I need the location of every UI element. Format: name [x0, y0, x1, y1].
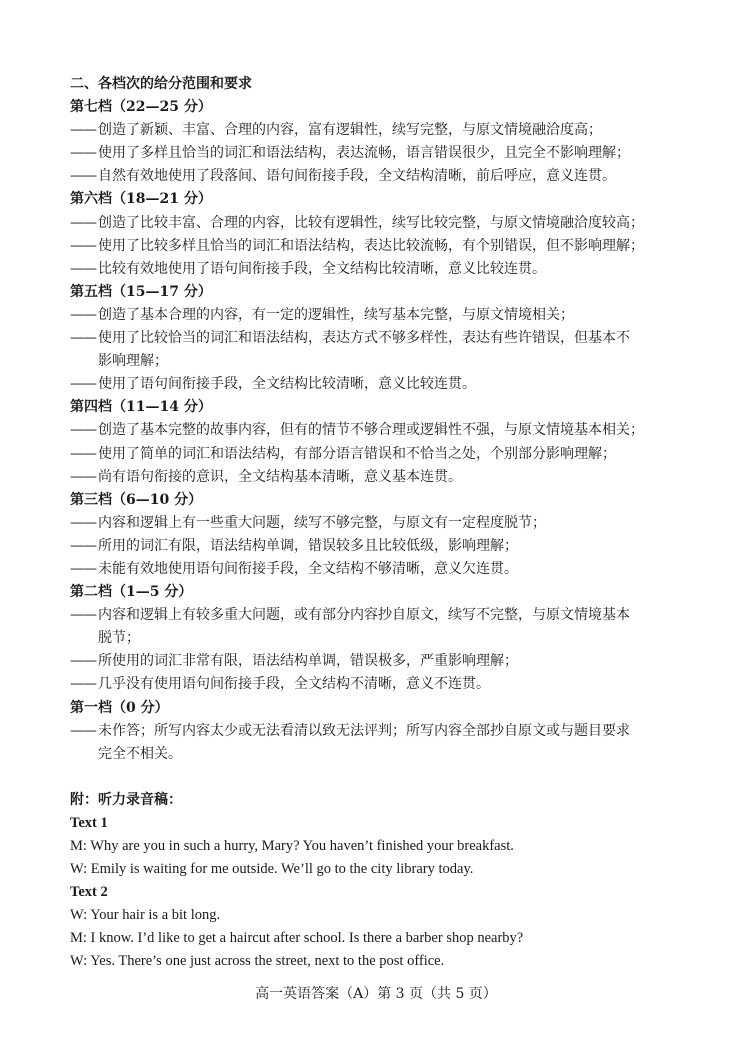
criterion-line: 创造了基本合理的内容，有一定的逻辑性，续写基本完整，与原文情境相关；	[98, 306, 574, 323]
criterion-item	[70, 258, 694, 281]
criterion-line: 使用了比较多样且恰当的词汇和语法结构，表达比较流畅，有个别错误，但不影响理解；	[98, 237, 644, 254]
score-level	[70, 396, 694, 488]
appendix-title: 附：听力录音稿：	[70, 791, 182, 808]
criterion-text	[98, 235, 694, 258]
criterion-item	[70, 604, 694, 650]
score-level	[70, 697, 694, 766]
criterion-line: 使用了简单的词汇和语法结构，有部分语言错误和不恰当之处，个别部分影响理解；	[98, 445, 616, 462]
section-title: 二、各档次的给分范围和要求	[70, 76, 252, 92]
score-level	[70, 188, 694, 280]
dash-marker: ——	[70, 237, 96, 254]
criterion-text	[98, 258, 694, 281]
criterion-text	[98, 304, 694, 327]
criterion-text	[98, 512, 694, 535]
dash-marker: ——	[70, 422, 96, 439]
criterion-continuation: 完全不相关。	[98, 745, 182, 762]
criterion-text	[98, 604, 694, 650]
criterion-item	[70, 165, 694, 188]
dialogue-line: M: I know. I’d like to get a haircut after school. Is there a barber shop nearby?	[70, 930, 524, 947]
criterion-text	[98, 673, 694, 696]
criterion-line: 未能有效地使用语句间衔接手段，全文结构不够清晰，意义欠连贯。	[98, 560, 518, 577]
transcript	[70, 881, 694, 973]
level-heading: 第四档（11—14 分）	[70, 399, 212, 416]
score-level	[70, 96, 694, 188]
criterion-text	[98, 165, 694, 188]
answer-key-content	[70, 73, 694, 974]
criterion-line: 使用了多样且恰当的词汇和语法结构，表达流畅，语言错误很少，且完全不影响理解；	[98, 145, 630, 162]
dialogue-line: W: Yes. There’s one just across the street, next to the post office.	[70, 953, 445, 970]
criterion-item	[70, 212, 694, 235]
dash-marker: ——	[70, 560, 96, 577]
criterion-line: 未作答；所写内容太少或无法看清以致无法评判；所写内容全部抄自原文或与题目要求	[98, 722, 630, 739]
dialogue-line: W: Your hair is a bit long.	[70, 907, 221, 924]
dash-marker: ——	[70, 468, 96, 485]
criterion-item	[70, 304, 694, 327]
dash-marker: ——	[70, 676, 96, 693]
criterion-text	[98, 327, 694, 373]
criterion-line: 内容和逻辑上有较多重大问题，或有部分内容抄自原文，续写不完整，与原文情境基本	[98, 607, 630, 624]
criterion-line: 所用的词汇有限，语法结构单调，错误较多且比较低级，影响理解；	[98, 537, 518, 554]
criterion-text	[98, 142, 694, 165]
dash-marker: ——	[70, 260, 96, 277]
transcript-title: Text 2	[70, 884, 108, 901]
criterion-item	[70, 535, 694, 558]
criterion-line: 使用了比较恰当的词汇和语法结构，表达方式不够多样性，表达有些许错误，但基本不	[98, 330, 630, 347]
dash-marker: ——	[70, 330, 96, 347]
dash-marker: ——	[70, 376, 96, 393]
dash-marker: ——	[70, 514, 96, 531]
criterion-text	[98, 558, 694, 581]
page-footer: 高一英语答案（A）第 3 页（共 5 页）	[255, 986, 497, 1002]
level-heading: 第六档（18—21 分）	[70, 191, 212, 208]
criterion-item	[70, 235, 694, 258]
criterion-item	[70, 327, 694, 373]
scoring-levels	[70, 96, 694, 766]
dialogue-line: W: Emily is waiting for me outside. We’ll go to the city library today.	[70, 861, 474, 878]
criterion-item	[70, 558, 694, 581]
level-heading: 第三档（6—10 分）	[70, 491, 203, 508]
criterion-item	[70, 720, 694, 766]
criterion-text	[98, 650, 694, 673]
criterion-item	[70, 373, 694, 396]
criterion-line: 所使用的词汇非常有限，语法结构单调，错误极多，严重影响理解；	[98, 653, 518, 670]
criterion-item	[70, 443, 694, 466]
criterion-item	[70, 466, 694, 489]
criterion-item	[70, 119, 694, 142]
criterion-line: 尚有语句衔接的意识，全文结构基本清晰，意义基本连贯。	[98, 468, 462, 485]
criterion-text	[98, 443, 694, 466]
criterion-text	[98, 212, 694, 235]
criterion-text	[98, 419, 694, 442]
criterion-line: 创造了新颖、丰富、合理的内容，富有逻辑性，续写完整，与原文情境融洽度高；	[98, 122, 602, 139]
dash-marker: ——	[70, 214, 96, 231]
criterion-line: 比较有效地使用了语句间衔接手段，全文结构比较清晰，意义比较连贯。	[98, 260, 546, 277]
criterion-item	[70, 512, 694, 535]
dash-marker: ——	[70, 537, 96, 554]
dash-marker: ——	[70, 168, 96, 185]
criterion-text	[98, 119, 694, 142]
dash-marker: ——	[70, 722, 96, 739]
criterion-line: 内容和逻辑上有一些重大问题，续写不够完整，与原文有一定程度脱节；	[98, 514, 546, 531]
criterion-continuation: 脱节；	[98, 630, 140, 647]
score-level	[70, 581, 694, 696]
criterion-item	[70, 650, 694, 673]
score-level	[70, 281, 694, 396]
criterion-text	[98, 373, 694, 396]
dash-marker: ——	[70, 306, 96, 323]
criterion-text	[98, 535, 694, 558]
criterion-text	[98, 720, 694, 766]
level-heading: 第二档（1—5 分）	[70, 584, 193, 601]
spacer	[70, 766, 694, 789]
criterion-line: 自然有效地使用了段落间、语句间衔接手段，全文结构清晰，前后呼应，意义连贯。	[98, 168, 616, 185]
level-heading: 第七档（22—25 分）	[70, 99, 212, 116]
criterion-line: 几乎没有使用语句间衔接手段，全文结构不清晰，意义不连贯。	[98, 676, 490, 693]
dash-marker: ——	[70, 145, 96, 162]
criterion-item	[70, 419, 694, 442]
criterion-line: 使用了语句间衔接手段，全文结构比较清晰，意义比较连贯。	[98, 376, 476, 393]
criterion-item	[70, 142, 694, 165]
criterion-line: 创造了比较丰富、合理的内容，比较有逻辑性，续写比较完整，与原文情境融洽度较高；	[98, 214, 644, 231]
score-level	[70, 489, 694, 581]
dash-marker: ——	[70, 122, 96, 139]
criterion-item	[70, 673, 694, 696]
transcript-title: Text 1	[70, 814, 108, 831]
criterion-line: 创造了基本完整的故事内容，但有的情节不够合理或逻辑性不强，与原文情境基本相关；	[98, 422, 644, 439]
criterion-text	[98, 466, 694, 489]
dash-marker: ——	[70, 445, 96, 462]
level-heading: 第一档（0 分）	[70, 699, 169, 716]
level-heading: 第五档（15—17 分）	[70, 283, 212, 300]
dash-marker: ——	[70, 653, 96, 670]
dash-marker: ——	[70, 607, 96, 624]
transcript	[70, 812, 694, 881]
criterion-continuation: 影响理解；	[98, 353, 168, 370]
listening-transcripts	[70, 812, 694, 974]
dialogue-line: M: Why are you in such a hurry, Mary? You haven’t finished your breakfast.	[70, 838, 514, 854]
